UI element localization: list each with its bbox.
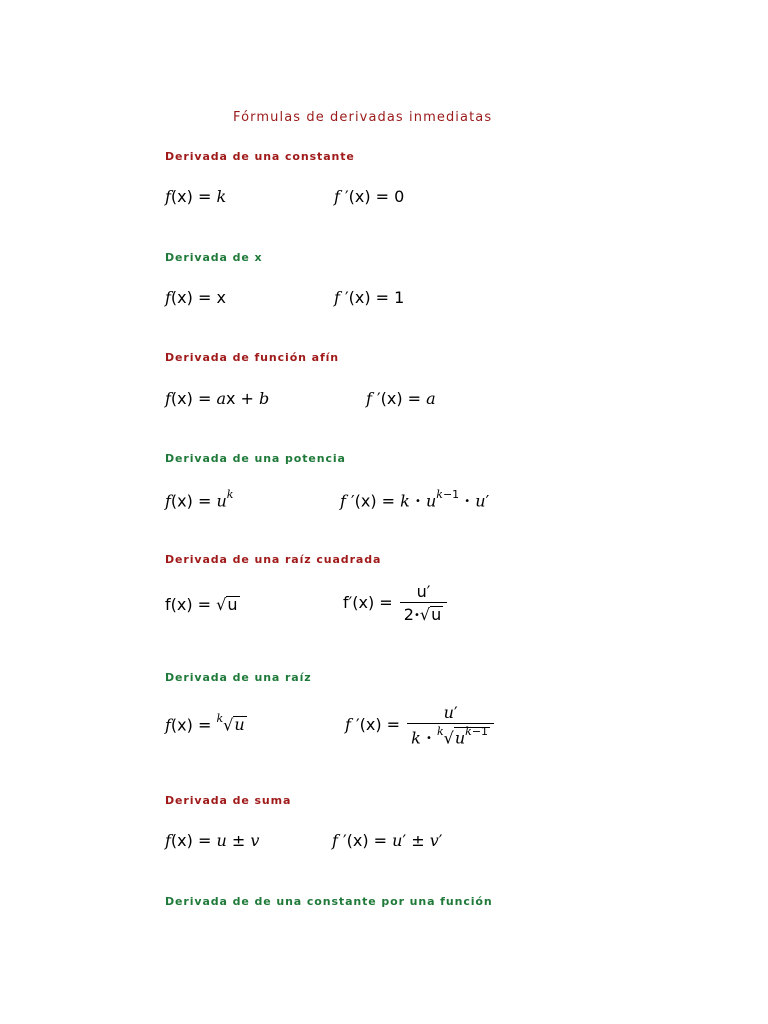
formula-function: f(x) = $^k$√u — [165, 712, 245, 735]
page-title: Fórmulas de derivadas inmediatas — [233, 110, 493, 125]
formula-derivative: f ′(x) = $\frac{u'}{k • ^k√u^{k-1}}$ — [345, 705, 494, 746]
formula-function: f(x) = u ± v — [165, 831, 260, 850]
section-heading: Derivada de de una constante por una función — [165, 895, 493, 908]
section-heading: Derivada de función afín — [165, 351, 340, 364]
formula-function: f(x) = x — [165, 288, 226, 307]
formula-derivative: f ′(x) = 0 — [334, 187, 405, 206]
formula-derivative: f ′(x) = u′ ± v′ — [332, 831, 443, 850]
section-heading: Derivada de una potencia — [165, 452, 346, 465]
section-heading: Derivada de una raíz cuadrada — [165, 553, 382, 566]
section-heading: Derivada de x — [165, 251, 263, 264]
formula-function: f(x) = ax + b — [165, 389, 270, 408]
section-heading: Derivada de una constante — [165, 150, 355, 163]
formula-derivative: f ′(x) = 1 — [334, 288, 405, 307]
formula-derivative: f ′(x) = a — [366, 389, 436, 408]
formula-function: f(x) = √u — [165, 595, 238, 614]
section-heading: Derivada de suma — [165, 794, 292, 807]
formula-function: $f(x) = u^k$ — [165, 488, 234, 511]
formula-derivative: f ′(x) = k • $u^{k-1}$ • u′ — [340, 488, 490, 511]
section-heading: Derivada de una raíz — [165, 671, 312, 684]
formula-derivative: f′(x) = $\frac{u'}{2•√u}$ — [343, 584, 447, 623]
formula-function: f(x) = k — [165, 187, 227, 206]
